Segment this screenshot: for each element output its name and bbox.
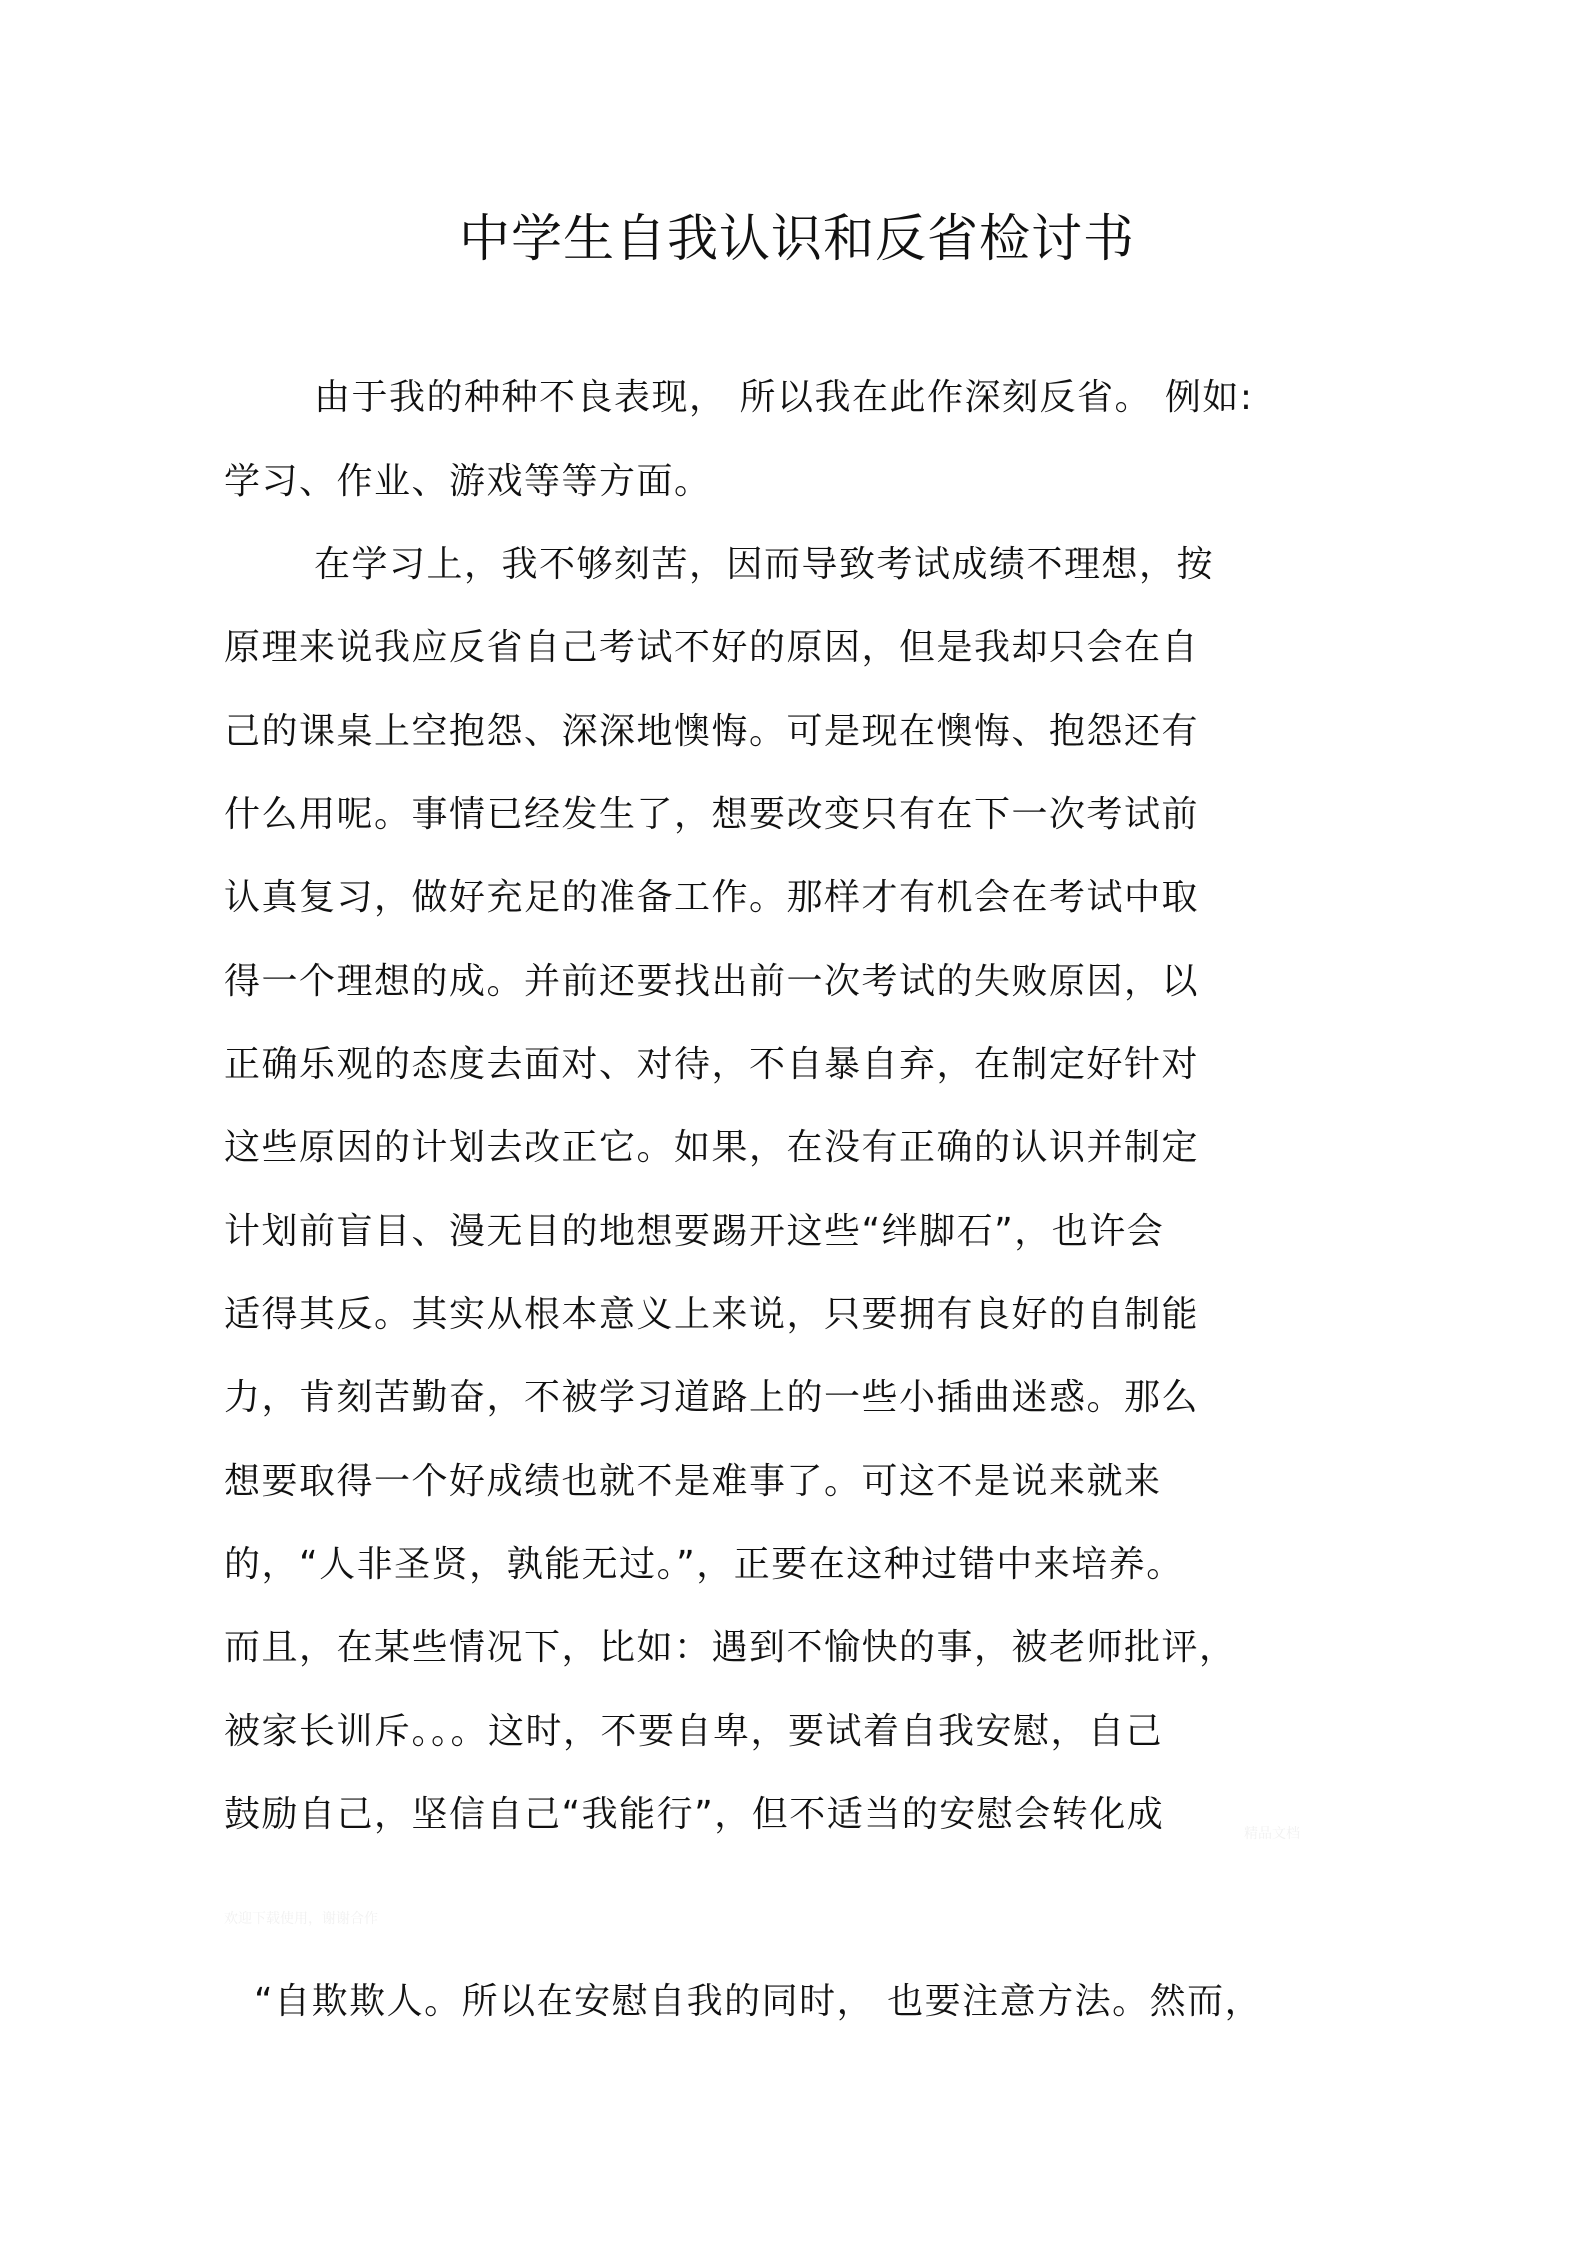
text-line: 认真复习，做好充足的准备工作。那样才有机会在考试中取 — [224, 877, 1200, 918]
text-line: 原理来说我应反省自己考试不好的原因，但是我却只会在自 — [224, 627, 1200, 668]
text-line: “自欺欺人。所以在安慰自我的同时， 也要注意方法。然而， — [254, 1981, 1263, 2022]
text-line: 正确乐观的态度去面对、对待，不自暴自弃，在制定好针对 — [224, 1044, 1200, 1085]
text-line: 的，“人非圣贤，孰能无过。”，正要在这种过错中来培养。 — [224, 1544, 1184, 1585]
faint-watermark-text: 精品文档 — [1244, 1826, 1300, 1842]
text-line: 己的课桌上空抱怨、深深地懊悔。可是现在懊悔、抱怨还有 — [224, 711, 1200, 752]
text-line: 由于我的种种不良表现， 所以我在此作深刻反省。 例如: — [314, 377, 1254, 418]
document-title: 中学生自我认识和反省检讨书 — [458, 210, 1135, 269]
text-line: 什么用呢。事情已经发生了，想要改变只有在下一次考试前 — [224, 794, 1200, 835]
text-line: 力，肯刻苦勤奋，不被学习道路上的一些小插曲迷惑。那么 — [224, 1377, 1200, 1418]
text-line: 学习、作业、游戏等等方面。 — [224, 461, 712, 502]
text-line: 鼓励自己，坚信自己“我能行”，但不适当的安慰会转化成 — [224, 1794, 1165, 1835]
text-line: 被家长训斥。。。这时，不要自卑，要试着自我安慰，自己 — [224, 1711, 1164, 1752]
text-line: 适得其反。其实从根本意义上来说，只要拥有良好的自制能 — [224, 1294, 1200, 1335]
text-line: 计划前盲目、漫无目的地想要踢开这些“绊脚石”，也许会 — [224, 1211, 1165, 1252]
text-line: 这些原因的计划去改正它。如果，在没有正确的认识并制定 — [224, 1127, 1200, 1168]
text-line: 而且，在某些情况下，比如：遇到不愉快的事，被老师批评， — [224, 1627, 1237, 1668]
faint-watermark-text: 欢迎下载使用，谢谢合作 — [224, 1911, 378, 1927]
text-line: 在学习上，我不够刻苦，因而导致考试成绩不理想，按 — [314, 544, 1215, 585]
text-line: 得一个理想的成。并前还要找出前一次考试的失败原因，以 — [224, 961, 1200, 1002]
text-line: 想要取得一个好成绩也就不是难事了。可这不是说来就来 — [224, 1461, 1162, 1502]
